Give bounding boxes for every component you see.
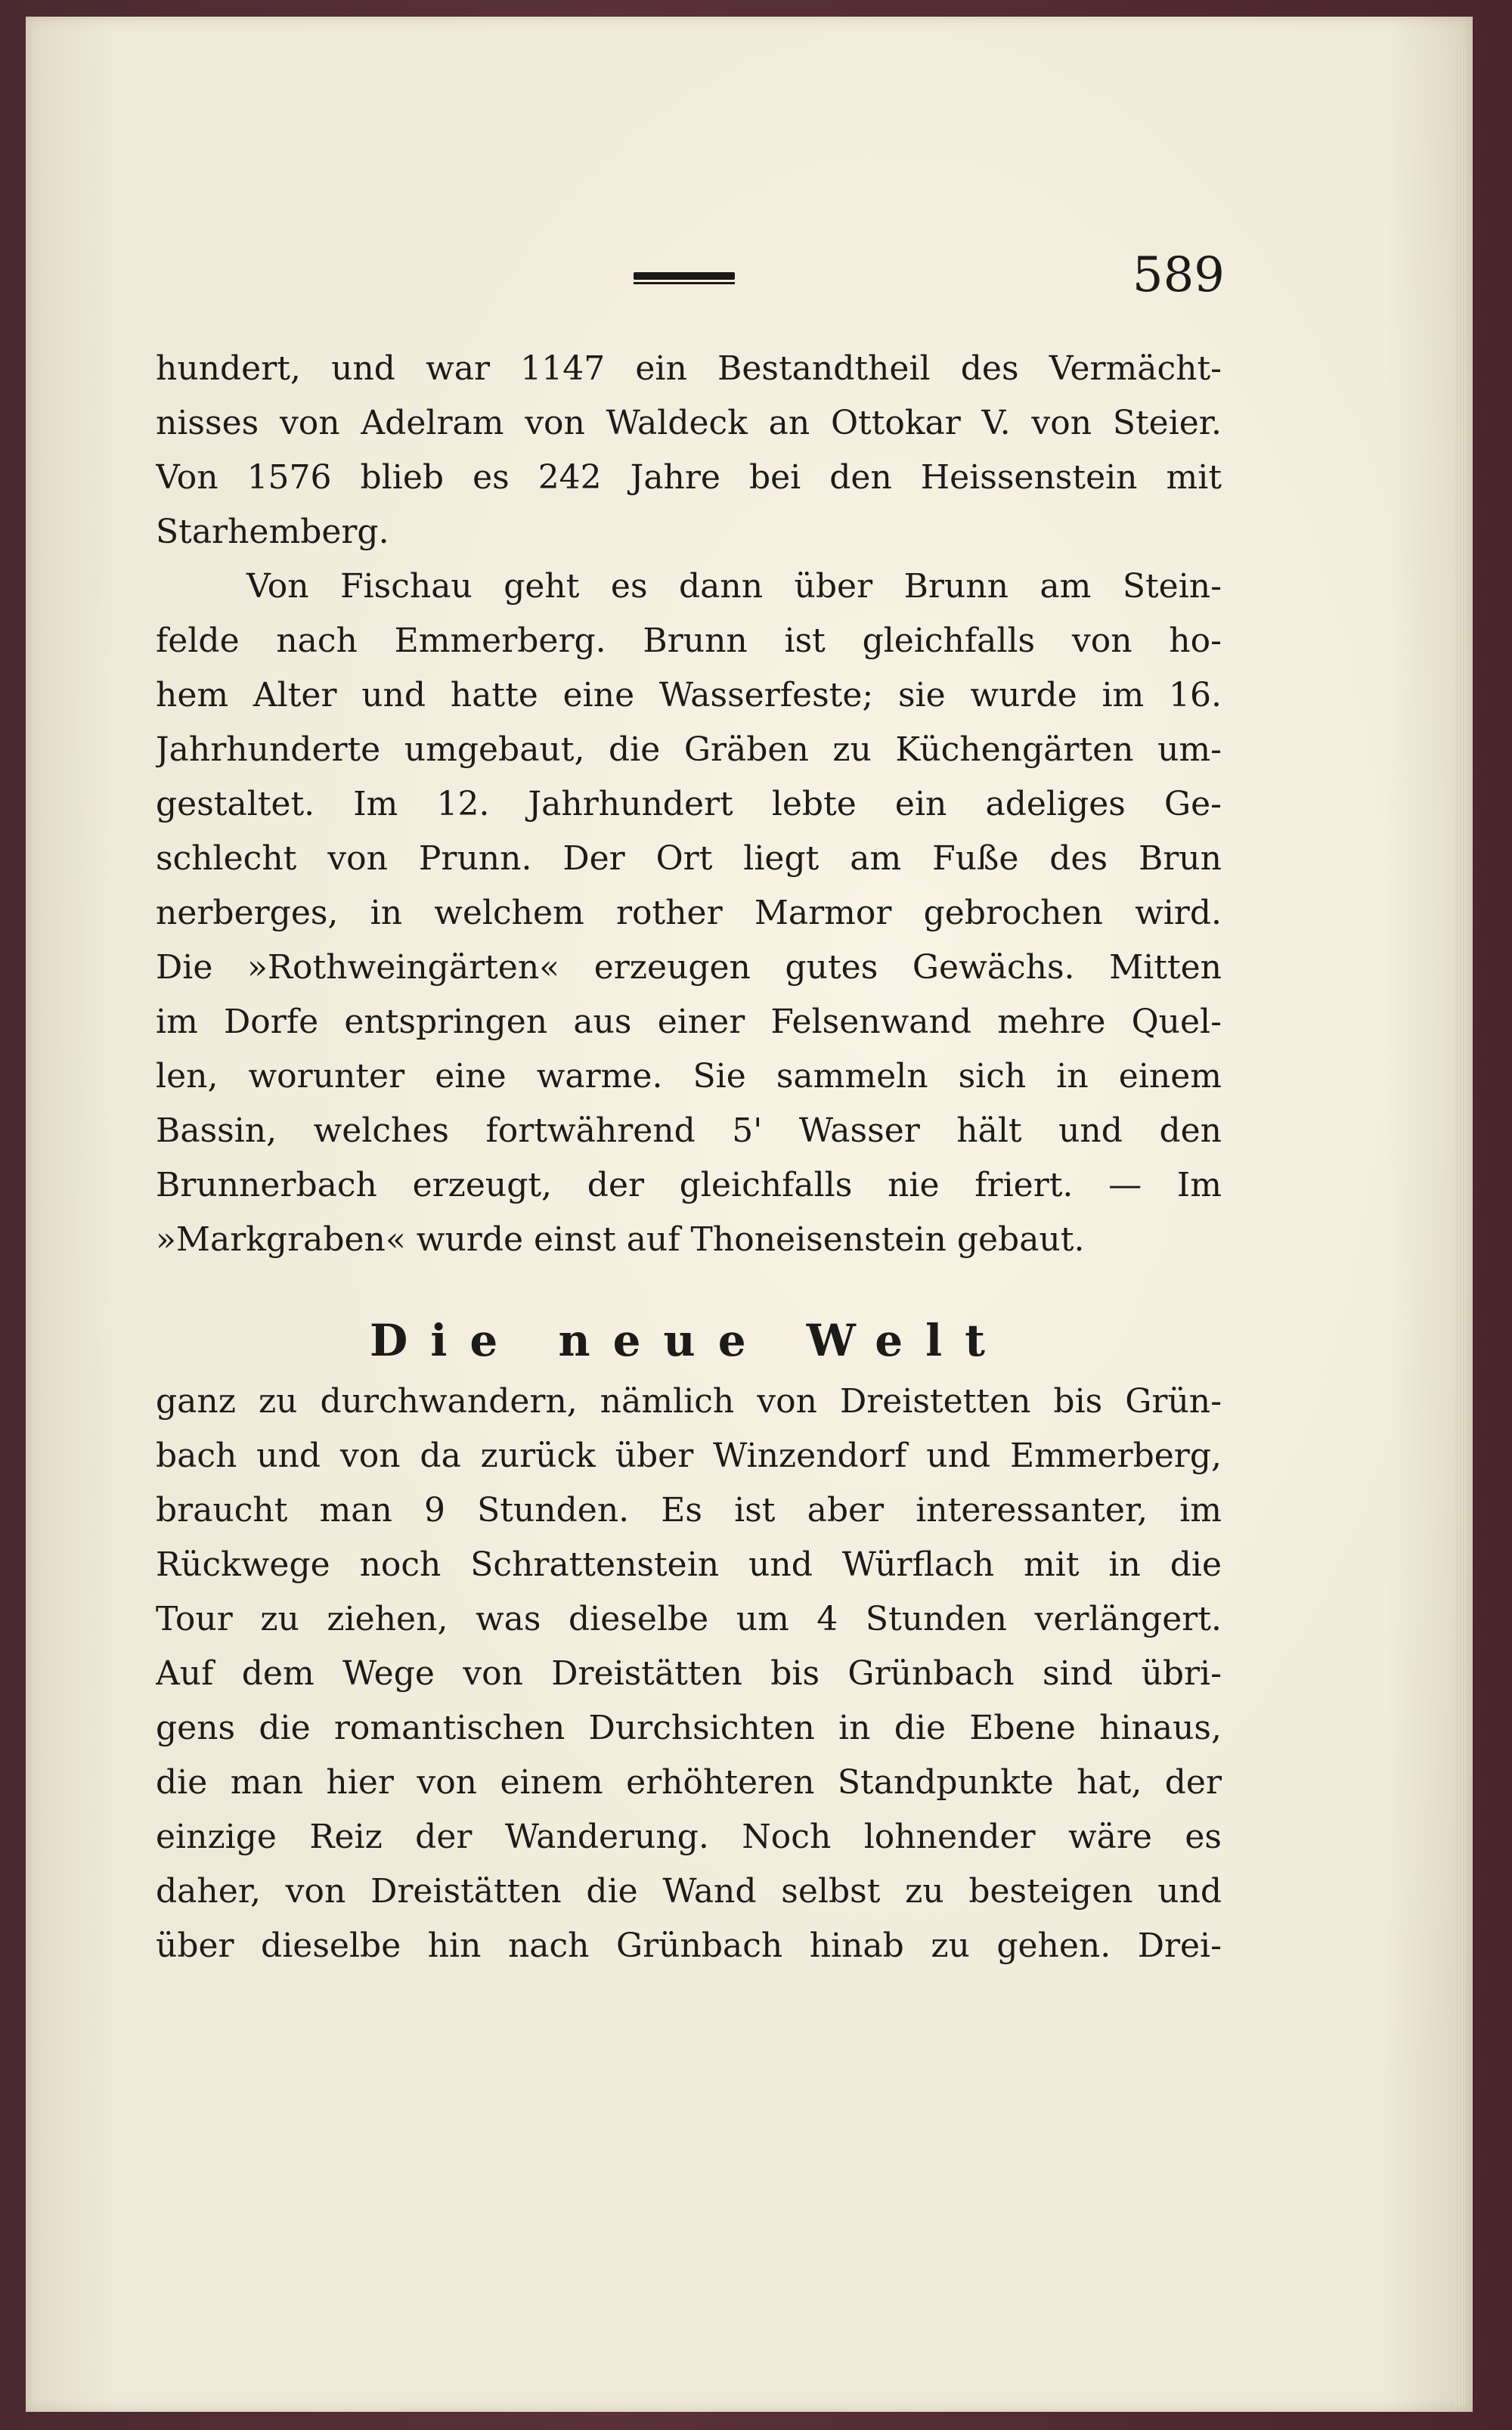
text-line: Brunnerbach erzeugt, der gleichfalls nie friert. — Im xyxy=(156,1166,1222,1204)
text-line: gens die romantischen Durchsichten in die Ebene hinaus, xyxy=(156,1709,1222,1747)
text-line: Auf dem Wege von Dreistätten bis Grünbach sind übri- xyxy=(156,1654,1222,1693)
text-line: Rückwege noch Schrattenstein und Würflach mit in die xyxy=(156,1545,1222,1584)
text-line: nerberges, in welchem rother Marmor gebrochen wird. xyxy=(156,894,1222,932)
text-line: ganz zu durchwandern, nämlich von Dreistetten bis Grün- xyxy=(156,1382,1222,1421)
text-line: bach und von da zurück über Winzendorf und Emmerberg, xyxy=(156,1437,1222,1475)
text-line: daher, von Dreistätten die Wand selbst zu besteigen und xyxy=(156,1872,1222,1911)
text-line: len, worunter eine warme. Sie sammeln sich in einem xyxy=(156,1057,1222,1096)
text-line: Von 1576 blieb es 242 Jahre bei den Heissenstein mit xyxy=(156,458,1222,497)
paragraph-1 xyxy=(156,342,1222,1267)
text-line: einzige Reiz der Wanderung. Noch lohnender wäre es xyxy=(156,1818,1222,1856)
page-edge xyxy=(1455,47,1465,2406)
text-line: Jahrhunderte umgebaut, die Gräben zu Küchengärten um- xyxy=(156,730,1222,769)
text-line: felde nach Emmerberg. Brunn ist gleichfalls von ho- xyxy=(156,621,1222,660)
text-line: gestaltet. Im 12. Jahrhundert lebte ein adeliges Ge- xyxy=(156,785,1222,823)
text-line: Bassin, welches fortwährend 5' Wasser hält und den xyxy=(156,1111,1222,1150)
text-line: hundert, und war 1147 ein Bestandtheil des Vermächt- xyxy=(156,349,1222,388)
text-line: nisses von Adelram von Waldeck an Ottokar V. von Steier. xyxy=(156,404,1222,442)
text-line: hem Alter und hatte eine Wasserfeste; sie wurde im 16. xyxy=(156,676,1222,714)
text-line: »Markgraben« wurde einst auf Thoneisenstein gebaut. xyxy=(156,1220,1085,1259)
text-line: über dieselbe hin nach Grünbach hinab zu gehen. Drei- xyxy=(156,1926,1222,1965)
text-line: die man hier von einem erhöhteren Standpunkte hat, der xyxy=(156,1763,1222,1802)
text-line: braucht man 9 Stunden. Es ist aber interessanter, im xyxy=(156,1491,1222,1530)
page-number: 589 xyxy=(1132,247,1225,303)
text-line: im Dorfe entspringen aus einer Felsenwand mehre Quel- xyxy=(156,1003,1222,1041)
section-heading: Die neue Welt xyxy=(370,1315,1008,1366)
text-line: Starhemberg. xyxy=(156,513,389,551)
text-line: Die »Rothweingärten« erzeugen gutes Gewächs. Mitten xyxy=(156,948,1222,987)
text-line: schlecht von Prunn. Der Ort liegt am Fuße des Brun xyxy=(156,839,1222,878)
text-line: Tour zu ziehen, was dieselbe um 4 Stunden verlängert. xyxy=(156,1600,1222,1638)
header-rule xyxy=(634,272,735,280)
text-line: Von Fischau geht es dann über Brunn am Stein- xyxy=(246,567,1222,606)
paragraph-3 xyxy=(156,1375,1222,1973)
